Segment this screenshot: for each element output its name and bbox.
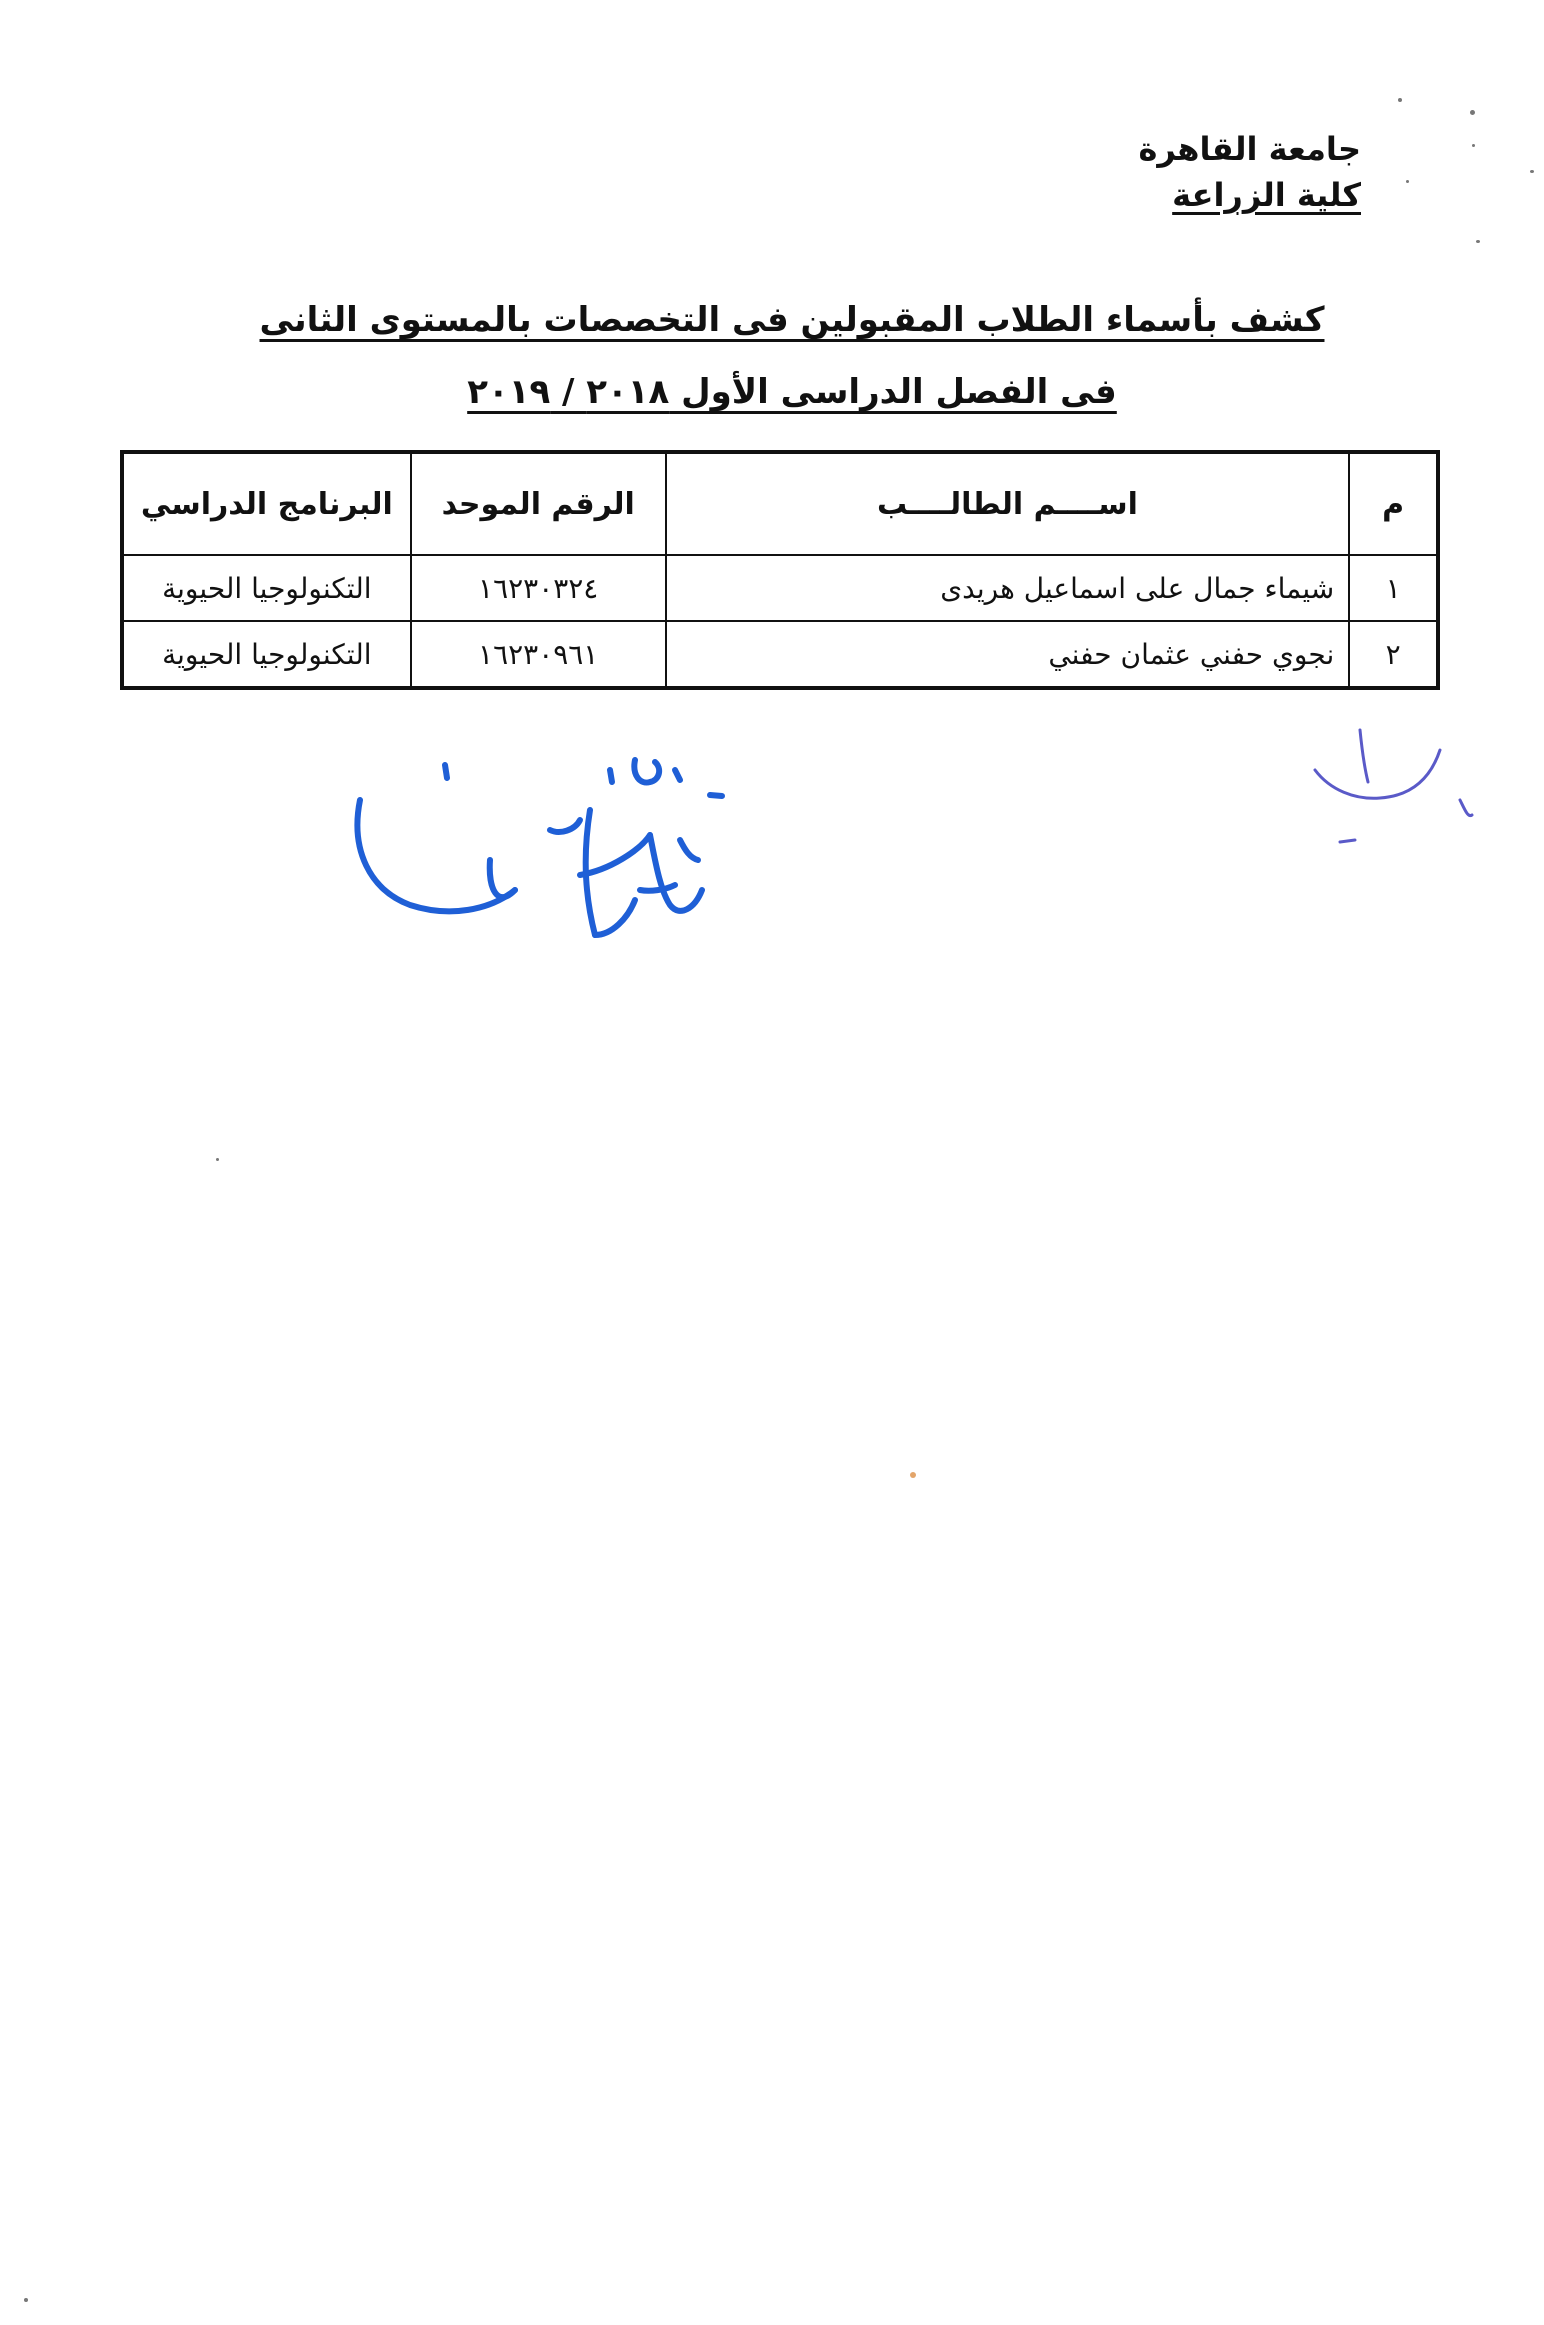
document-title: كشف بأسماء الطلاب المقبولين فى التخصصات بالمستوى الثانى bbox=[259, 300, 1325, 340]
paper-speck bbox=[1406, 180, 1409, 183]
handwritten-initial bbox=[1300, 720, 1500, 860]
university-name: جامعة القاهرة bbox=[1138, 130, 1361, 168]
header-unified-id: الرقم الموحد bbox=[411, 452, 666, 555]
row-number: ١ bbox=[1349, 555, 1438, 621]
faculty-name: كلية الزراعة bbox=[1172, 176, 1361, 214]
paper-speck bbox=[1398, 98, 1402, 102]
row-program: التكنولوجيا الحيوية bbox=[122, 621, 411, 688]
paper-speck bbox=[1476, 240, 1480, 243]
paper-speck bbox=[24, 2298, 28, 2302]
students-table bbox=[120, 450, 1440, 690]
header-student-name: اســــم الطالــــب bbox=[666, 452, 1350, 555]
table-row bbox=[122, 621, 1438, 688]
row-number: ٢ bbox=[1349, 621, 1438, 688]
row-student-name: نجوي حفني عثمان حفني bbox=[666, 621, 1350, 688]
header-program: البرنامج الدراسي bbox=[122, 452, 411, 555]
row-program: التكنولوجيا الحيوية bbox=[122, 555, 411, 621]
paper-speck bbox=[910, 1472, 916, 1478]
handwritten-signature bbox=[350, 740, 750, 970]
table-header-row bbox=[122, 452, 1438, 555]
paper-speck bbox=[1530, 170, 1534, 173]
paper-speck bbox=[1472, 144, 1475, 147]
header-number: م bbox=[1349, 452, 1438, 555]
row-unified-id: ١٦٢٣٠٩٦١ bbox=[411, 621, 666, 688]
letterhead bbox=[1138, 126, 1361, 218]
document-subtitle: فى الفصل الدراسى الأول ٢٠١٨ / ٢٠١٩ bbox=[467, 372, 1117, 412]
row-unified-id: ١٦٢٣٠٣٢٤ bbox=[411, 555, 666, 621]
table-row bbox=[122, 555, 1438, 621]
paper-speck bbox=[216, 1158, 219, 1161]
paper-speck bbox=[1470, 110, 1475, 115]
row-student-name: شيماء جمال على اسماعيل هريدى bbox=[666, 555, 1350, 621]
